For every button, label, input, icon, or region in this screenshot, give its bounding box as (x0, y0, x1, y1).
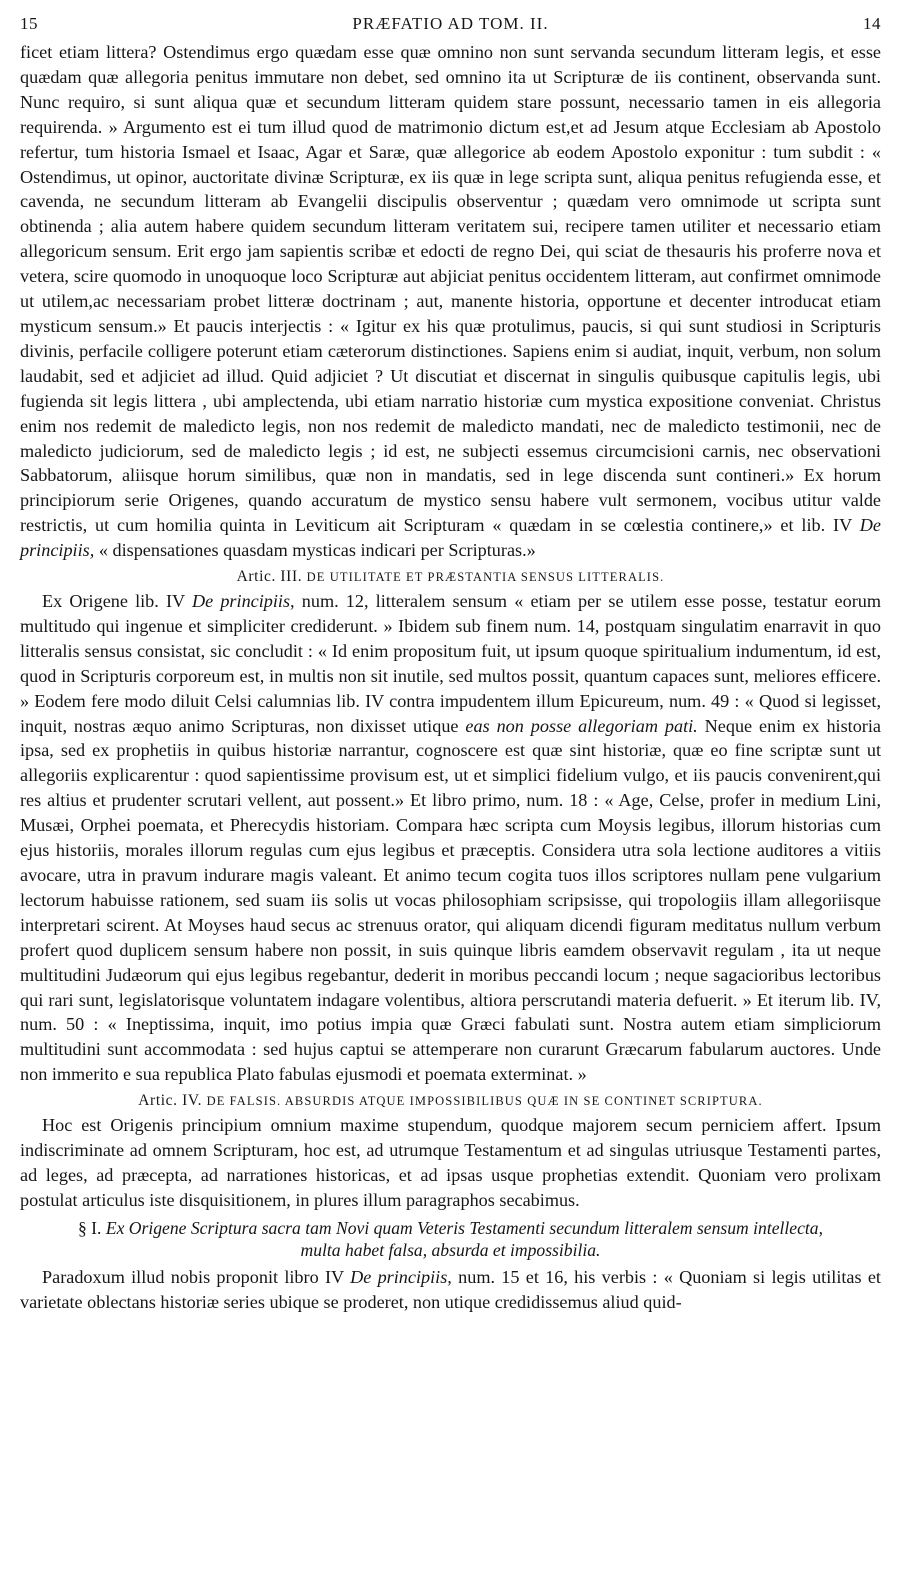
paragraph-4-work-title: De principiis, (350, 1266, 452, 1287)
page-number-left: 15 (20, 14, 38, 33)
paragraph-1-work-title: De principiis, (20, 515, 881, 561)
running-title: PRÆFATIO AD TOM. II. (352, 14, 549, 33)
paragraph-1-space (852, 515, 860, 535)
paragraph-2-quote-italic: eas non posse allegoriam pati. (465, 715, 698, 736)
article-3-heading (20, 565, 881, 589)
paragraph-1-book-number: IV (833, 515, 852, 536)
section-1-title-line-2: multa habet falsa, absurda et impossibilia. (300, 1239, 601, 1260)
article-3-title: DE UTILITATE ET PRÆSTANTIA SENSUS LITTERALIS. (306, 570, 665, 585)
paragraph-2-text-a: Ex Origene lib. IV (42, 591, 192, 612)
paragraph-4 (20, 1265, 881, 1315)
running-header (20, 14, 881, 40)
paragraph-2-work-title: De principiis, (191, 591, 295, 612)
article-3-number: Artic. III. (236, 568, 303, 586)
paragraph-2-text-b: num. 12, litteralem sensum « etiam per se utilem esse posse, testatur eorum multitudo qui ingenue et simpliciter crediderunt. » Ibidem sub finem num. 14, postquam singulatim enarravit in quo litteralis sensus consistat, sic concludit : « Id enim propositum fuit, ut ipsum quoque spiritualium indumentum, id est, quod in Scripturis corporeum est, in multis non sit inutile, sed multos possit, quantum capaces sunt, meliores efficere. » Eodem fere modo diluit Celsi calumnias lib. IV contra impudentem illum Epicureum, num. 49 : « Quod si legisset, inquit, nostras æquo animo Scripturas, non dixisset utique (20, 591, 881, 736)
paragraph-1-text-b: « dispensationes quasdam mysticas indicari per Scripturas.» (94, 540, 536, 561)
article-4-heading (20, 1089, 881, 1113)
paragraph-1-text-a: ficet etiam littera? Ostendimus ergo quædam esse quæ omnino non sunt servanda secundum litteram legis, et esse quædam quæ allegoria penitus immutare non debet, sed omnino ita ut Scripturæ de iis continent, observanda sunt. Nunc requiro, si sunt aliqua quæ et secundum litteram quidem stare possunt, necessario tamen in eis allegoria requirenda. » Argumento est ei tum illud quod de matrimonio dictum est,et ad Jesum atque Ecclesiam ab Apostolo refertur, tum historia Ismael et Isaac, Agar et Saræ, quæ allegorice ab eodem Apostolo exponitur : tum subdit : « Ostendimus, ut opinor, auctoritate divinæ Scripturæ, ex iis quæ in lege scripta sunt, aliqua penitus refugienda esse, et cavenda, ne secundum litteram ab Evangelii discipulis observentur ; quædam vero omnimode ut scripta sunt obtinenda ; alia autem habere quidem secundum litteram veritatem sui, recipere tamen utiliter et necessario etiam allegoricum sensum. Erit ergo jam sapientis scribæ et edocti de regno Dei, qui sciat de thesauris his proferre nova et vetera, scire quomodo in unoquoque loco Scripturæ aut abjiciat penitus occidentem litteram, aut confirmet omnimode ut utilem,ac necessariam probet litteræ doctrinam ; aut, manente historia, opportune et decenter introducat etiam mysticum sensum.» Et paucis interjectis : « Igitur ex his quæ protulimus, paucis, si qui sunt studiosi in Scripturis divinis, perfacile colligere poterunt etiam cæterorum distinctiones. Sapiens enim si audiat, inquit, verbum, non solum laudabit, sed et adjiciet ad illud. Quid adjiciet ? Ut discutiat et discernat in singulis quibusque capitulis legis, ubi fugienda sit legis littera , ubi amplectenda, ubi etiam narratio historiæ cum mystica expositione conveniat. Christus enim nos redemit de maledicto legis, non nos redemit de maledicto mandati, nec de maledicto testimonii, nec de maledicto judiciorum, sed de maledicto legis ; id est, ne subjecti essemus circumcisioni carnis, nec observationi Sabbatorum, aliisque horum similibus, quæ non in mandatis, sed in lege discenda sunt contineri.» Ex horum principiorum serie Origenes, quando accuratum de mystico sensu habere vult sermonem, vocibus utitur valde restrictis, ut cum homilia quinta in Leviticum ait Scripturam « quædam in se cœlestia continere,» et lib. (20, 42, 881, 536)
section-1-number: § I. (77, 1217, 102, 1238)
paragraph-3: Hoc est Origenis principium omnium maxime stupendum, quodque majorem secum perniciem affert. Ipsum indiscriminate ad omnem Scripturam, hoc est, ad utrumque Testamentum et ad singulas utriusque Testamenti partes, ad leges, ad præcepta, ad narrationes historicas, et ad ipsas usque prophetias extendit. Quoniam vero prolixam postulat articulus iste disquisitionem, in plures illum paragraphos secabimus. (20, 1115, 881, 1210)
paragraph-1 (20, 40, 881, 563)
section-1-heading (20, 1217, 881, 1261)
paragraph-4-text-b: num. 15 et 16, his verbis : « Quoniam si legis utilitas et varietate oblectans historiæ series ubique se proderet, non utique credidissemus aliud quid- (20, 1266, 881, 1312)
page-number-right: 14 (862, 14, 881, 33)
article-4-title: DE FALSIS. ABSURDIS ATQUE IMPOSSIBILIBUS QUÆ IN SE CONTINET SCRIPTURA. (206, 1094, 763, 1109)
paragraph-2-text-c: Neque enim ex historia ipsa, sed ex prophetiis in quibus historiæ narrantur, cognoscere est quæ sint historiæ, quæ eo fine scriptæ sunt ut allegoriis explicarentur : quod sapientissime provisum est, ut et simplici fidelium vulgo, et iis paucis convenirent,qui res altius et prudenter scrutari vellent, aut possent.» Et libro primo, num. 18 : « Age, Celse, profer in medium Lini, Musæi, Orphei poemata, et Pherecydis historiam. Compara hæc scripta cum Moysis legibus, illorum historias cum ejus historiis, morales illorum regulas cum ejus legibus et præceptis. Considera utra sola lectione auditores a vitiis avocare, utra in pravum indurare magis valeant. Et animo tecum cogita tuos illos scriptores nullam pene vulgarium lectorum habuisse rationem, sed suam iis solis ut vocas philosophiam scripsisse, qui tropologiis illam allegoriisque interpretari scirent. At Moyses haud secus ac strenuus orator, qui aliquam dicendi figuram meditatus nullum verbum profert quod duplicem sensum habere non possit, in suis quinque libris eamdem observavit regulam , ita ut neque multitudini Judæorum qui ejus legibus regebantur, dederit in moribus peccandi locum ; neque sagacioribus lectoribus qui rari sunt, legislatorisque voluntatem indagare volentibus, altiora perscrutandi materia defuerit. » Et iterum lib. IV, num. 50 : « Ineptissima, inquit, imo potius impia quæ Græci fabulati sunt. Nostra autem etiam simpliciorum multitudini sunt accommodata : sed hujus captui se attemperare non curarunt Græcarum fabularum auctores. Unde non immerito e sua republica Plato fabulas ejusmodi et poemata exterminat. » (20, 715, 881, 1085)
paragraph-4-text-a: Paradoxum illud nobis proponit libro IV (42, 1266, 351, 1287)
section-1-title-line-1: Ex Origene Scriptura sacra tam Novi quam Veteris Testamenti secundum litteralem sensum intellecta, (105, 1217, 824, 1238)
article-4-number: Artic. IV. (138, 1092, 203, 1110)
paragraph-2 (20, 589, 881, 1087)
